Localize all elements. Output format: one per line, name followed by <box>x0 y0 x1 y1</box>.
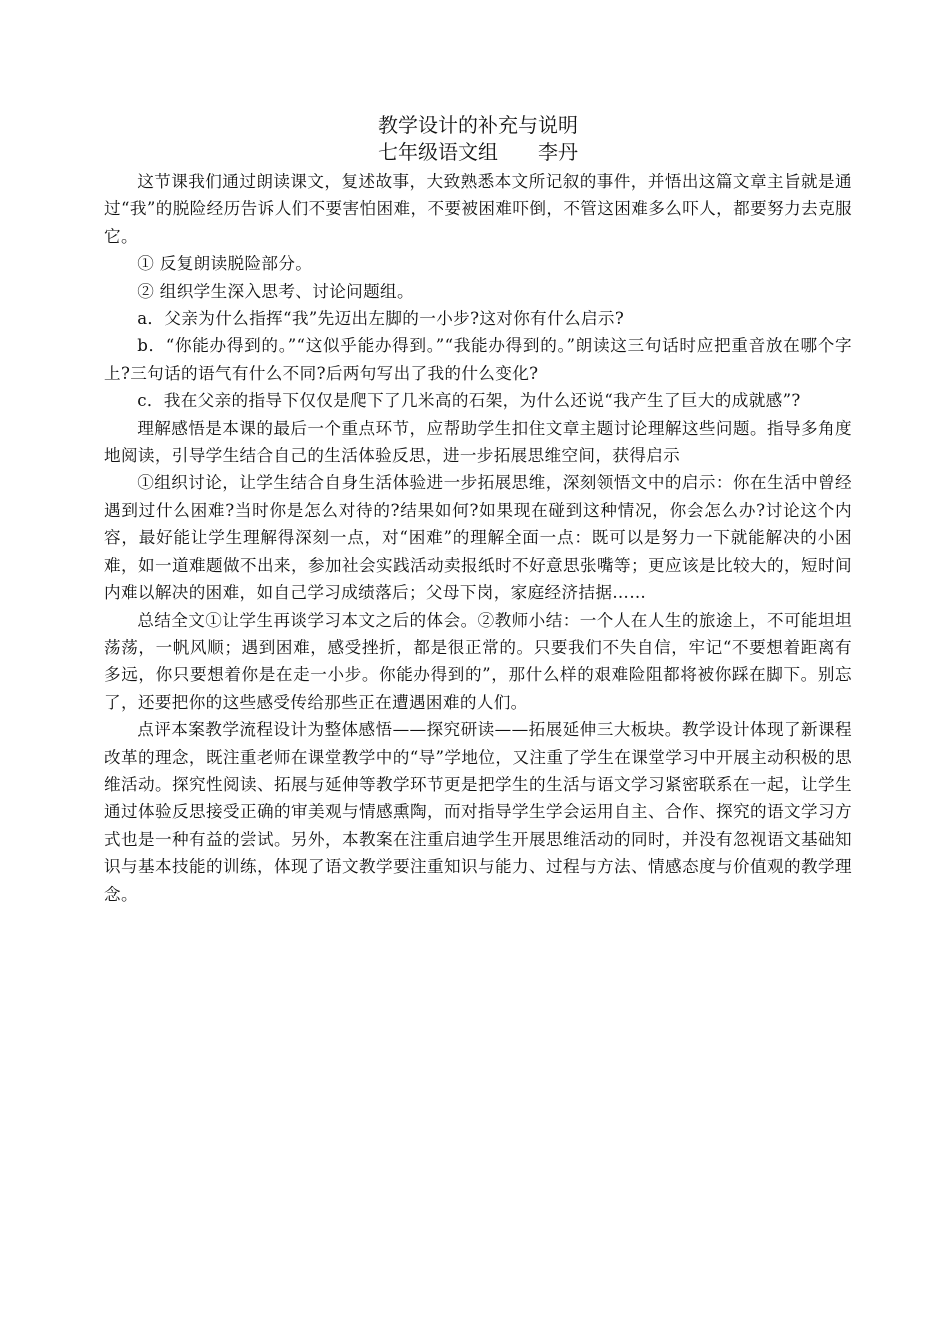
paragraph-intro: 这节课我们通过朗读课文，复述故事，大致熟悉本文所记叙的事件，并悟出这篇文章主旨就是通过“我”的脱险经历告诉人们不要害怕困难，不要被困难吓倒，不管这困难多么吓人，都要努力去克服它。 <box>104 172 852 246</box>
paragraph-question-b: b．“你能办得到的。”“这似乎能办得到。”“我能办得到的。”朗读这三句话时应把重音放在哪个字上?三句话的语气有什么不同?后两句写出了我的什么变化? <box>104 336 852 383</box>
document-title: 教学设计的补充与说明 <box>378 113 578 137</box>
paragraph-understanding: 理解感悟是本课的最后一个重点环节，应帮助学生扣住文章主题讨论理解这些问题。指导多角度地阅读，引导学生结合自己的生活体验反思，进一步拓展思维空间，获得启示 <box>104 418 852 466</box>
paragraph-summary: 总结全文①让学生再谈学习本文之后的体会。②教师小结：一个人在人生的旅途上，不可能坦坦荡荡，一帆风顺；遇到困难，感受挫折，都是很正常的。只要我们不失自信，牢记“不要想着距离有多远，你只要想着你是在走一小步。你能办得到的”，那什么样的艰难险阻都将被你踩在脚下。别忘了，还要把你的这些感受传给那些正在遭遇困难的人们。 <box>104 610 852 712</box>
document-author-line: 七年级语文组 李丹 <box>378 140 578 164</box>
document-body <box>104 168 852 908</box>
document-page <box>104 112 852 908</box>
paragraph-step-2: ② 组织学生深入思考、讨论问题组。 <box>137 281 414 301</box>
paragraph-question-c: c．我在父亲的指导下仅仅是爬下了几米高的石架，为什么还说“我产生了巨大的成就感”? <box>137 391 801 411</box>
paragraph-review: 点评本案教学流程设计为整体感悟——探究研读——拓展延伸三大板块。教学设计体现了新课程改革的理念，既注重老师在课堂教学中的“导”学地位，又注重了学生在课堂学习中开展主动积极的思维活动。探究性阅读、拓展与延伸等教学环节更是把学生的生活与语文学习紧密联系在一起，让学生通过体验反思接受正确的审美观与情感熏陶，而对指导学生学会运用自主、合作、探究的语文学习方式也是一种有益的尝试。另外，本教案在注重启迪学生开展思维活动的同时，并没有忽视语文基础知识与基本技能的训练，体现了语文教学要注重知识与能力、过程与方法、情感态度与价值观的教学理念。 <box>104 720 852 904</box>
paragraph-discussion: ①组织讨论，让学生结合自身生活体验进一步拓展思维，深刻领悟文中的启示：你在生活中曾经遇到过什么困难?当时你是怎么对待的?结果如何?如果现在碰到这种情况，你会怎么办?讨论这个内容，最好能让学生理解得深刻一点，对“困难”的理解全面一点：既可以是努力一下就能解决的小困难，如一道难题做不出来，参加社会实践活动卖报纸时不好意思张嘴等；更应该是比较大的，短时间内难以解决的困难，如自己学习成绩落后；父母下岗，家庭经济拮据…… <box>104 473 852 603</box>
paragraph-question-a: a．父亲为什么指挥“我”先迈出左脚的一小步?这对你有什么启示? <box>137 309 625 329</box>
paragraph-step-1: ① 反复朗读脱险部分。 <box>137 254 313 274</box>
